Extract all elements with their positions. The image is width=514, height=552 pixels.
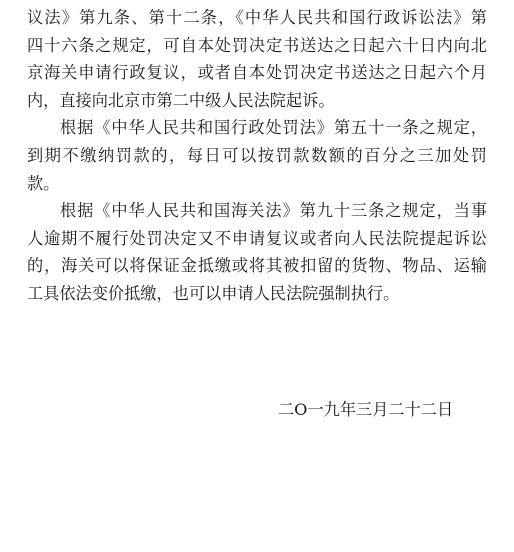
text-line: 人逾期不履行处罚决定又不申请复议或者向人民法院提起诉讼 xyxy=(27,228,487,248)
text-line: 内，直接向北京市第二中级人民法院起诉。 xyxy=(27,90,335,110)
text-line: 款。 xyxy=(27,173,60,193)
text-line: 到期不缴纳罚款的，每日可以按罚款数额的百分之三加处罚 xyxy=(27,145,487,165)
text-line: 四十六条之规定，可自本处罚决定书送达之日起六十日内向北 xyxy=(27,35,487,55)
document-body xyxy=(27,4,487,308)
text-line: 京海关申请行政复议，或者自本处罚决定书送达之日起六个月 xyxy=(27,63,487,83)
text-line: 工具依法变价抵缴，也可以申请人民法院强制执行。 xyxy=(27,283,400,303)
paragraph-first-line: 根据《中华人民共和国海关法》第九十三条之规定，当事 xyxy=(60,201,487,221)
document-date: 二O一九年三月二十二日 xyxy=(278,400,454,419)
paragraph-first-line: 根据《中华人民共和国行政处罚法》第五十一条之规定， xyxy=(60,118,487,138)
text-line: 的，海关可以将保证金抵缴或将其被扣留的货物、物品、运输 xyxy=(27,256,487,276)
text-line: 议法》第九条、第十二条，《中华人民共和国行政诉讼法》第 xyxy=(27,8,487,27)
